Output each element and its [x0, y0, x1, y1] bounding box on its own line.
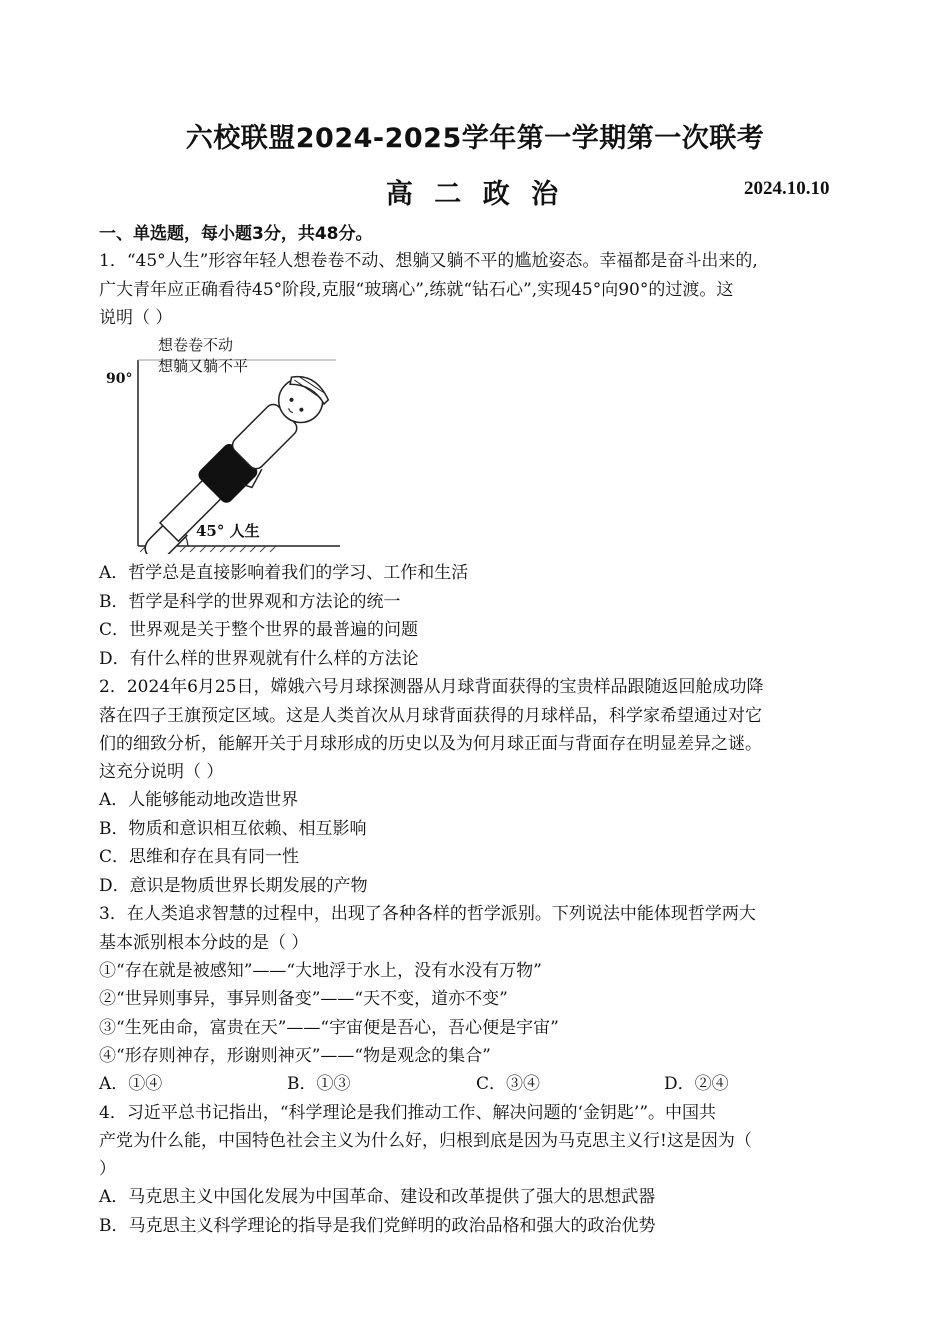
q2-option-d: D．意识是物质世界长期发展的产物: [99, 876, 368, 896]
q3-option-d: D．②④: [664, 1074, 729, 1094]
q3-option-b: B．①③: [287, 1074, 351, 1094]
q3-option-c: C．③④: [476, 1074, 541, 1094]
q1-stem-line-3: 说明（ ）: [99, 308, 173, 328]
section-heading: 一、单选题，每小题3分，共48分。: [99, 224, 373, 244]
q3-option-a: A．①④: [99, 1074, 163, 1094]
q2-stem-line-1: 2．2024年6月25日，嫦娥六号月球探测器从月球背面获得的宝贵样品跟随返回舱成功降: [99, 677, 764, 697]
q3-item-1: ①“存在就是被感知”——“大地浮于水上，没有水没有万物”: [99, 961, 542, 981]
q2-stem-line-2: 落在四子王旗预定区域。这是人类首次从月球背面获得的月球样品，科学家希望通过对它: [99, 706, 762, 726]
q1-stem-line-2: 广大青年应正确看待45°阶段,克服“玻璃心”,练就“钻石心”,实现45°向90°的过渡。这: [99, 280, 734, 300]
q2-stem-line-4: 这充分说明（ ）: [99, 762, 224, 782]
q1-option-a: A．哲学总是直接影响着我们的学习、工作和生活: [99, 563, 469, 583]
q2-stem-line-3: 们的细致分析，能解开关于月球形成的历史以及为何月球正面与背面存在明显差异之谜。: [99, 734, 762, 754]
q3-item-3: ③“生死由命，富贵在天”——“宇宙便是吾心，吾心便是宇宙”: [99, 1018, 559, 1038]
figure-caption-line-2: 想躺又躺不平: [158, 357, 249, 375]
q4-stem-line-3: ）: [99, 1159, 116, 1179]
q3-stem-line-2: 基本派别根本分歧的是（ ）: [99, 933, 309, 953]
q4-option-a: A．马克思主义中国化发展为中国革命、建设和改革提供了强大的思想武器: [99, 1187, 656, 1207]
q4-stem-line-2: 产党为什么能，中国特色社会主义为什么好，归根到底是因为马克思主义行!这是因为（: [99, 1131, 752, 1151]
q4-option-b: B．马克思主义科学理论的指导是我们党鲜明的政治品格和强大的政治优势: [99, 1216, 656, 1236]
q4-stem-line-1: 4．习近平总书记指出，“科学理论是我们推动工作、解决问题的‘金钥匙’”。中国共: [99, 1103, 717, 1123]
q1-option-c: C．世界观是关于整个世界的最普遍的问题: [99, 620, 419, 640]
subject-title: 高 二 政 治: [385, 179, 565, 210]
exam-title: 六校联盟2024-2025学年第一学期第一次联考: [185, 123, 765, 154]
q2-option-b: B．物质和意识相互依赖、相互影响: [99, 819, 367, 839]
q1-option-b: B．哲学是科学的世界观和方法论的统一: [99, 592, 401, 612]
q3-item-4: ④“形存则神存，形谢则神灭”——“物是观念的集合”: [99, 1046, 491, 1066]
q1-stem-line-1: 1．“45°人生”形容年轻人想卷卷不动、想躺又躺不平的尴尬姿态。幸福都是奋斗出来的,: [99, 251, 758, 271]
q3-item-2: ②“世异则事异，事异则备变”——“天不变，道亦不变”: [99, 989, 508, 1009]
q1-option-d: D．有什么样的世界观就有什么样的方法论: [99, 649, 419, 669]
label-90-degree: 90°: [106, 371, 133, 387]
q3-stem-line-1: 3．在人类追求智慧的过程中，出现了各种各样的哲学派别。下列说法中能体现哲学两大: [99, 904, 756, 924]
label-45-life: 45° 人生: [196, 522, 260, 540]
figure-caption-line-1: 想卷卷不动: [158, 336, 234, 354]
exam-date: 2024.10.10: [744, 178, 830, 199]
q2-option-c: C．思维和存在具有同一性: [99, 847, 300, 867]
q2-option-a: A．人能够能动地改造世界: [99, 790, 299, 810]
q1-cartoon-figure: [100, 332, 350, 554]
